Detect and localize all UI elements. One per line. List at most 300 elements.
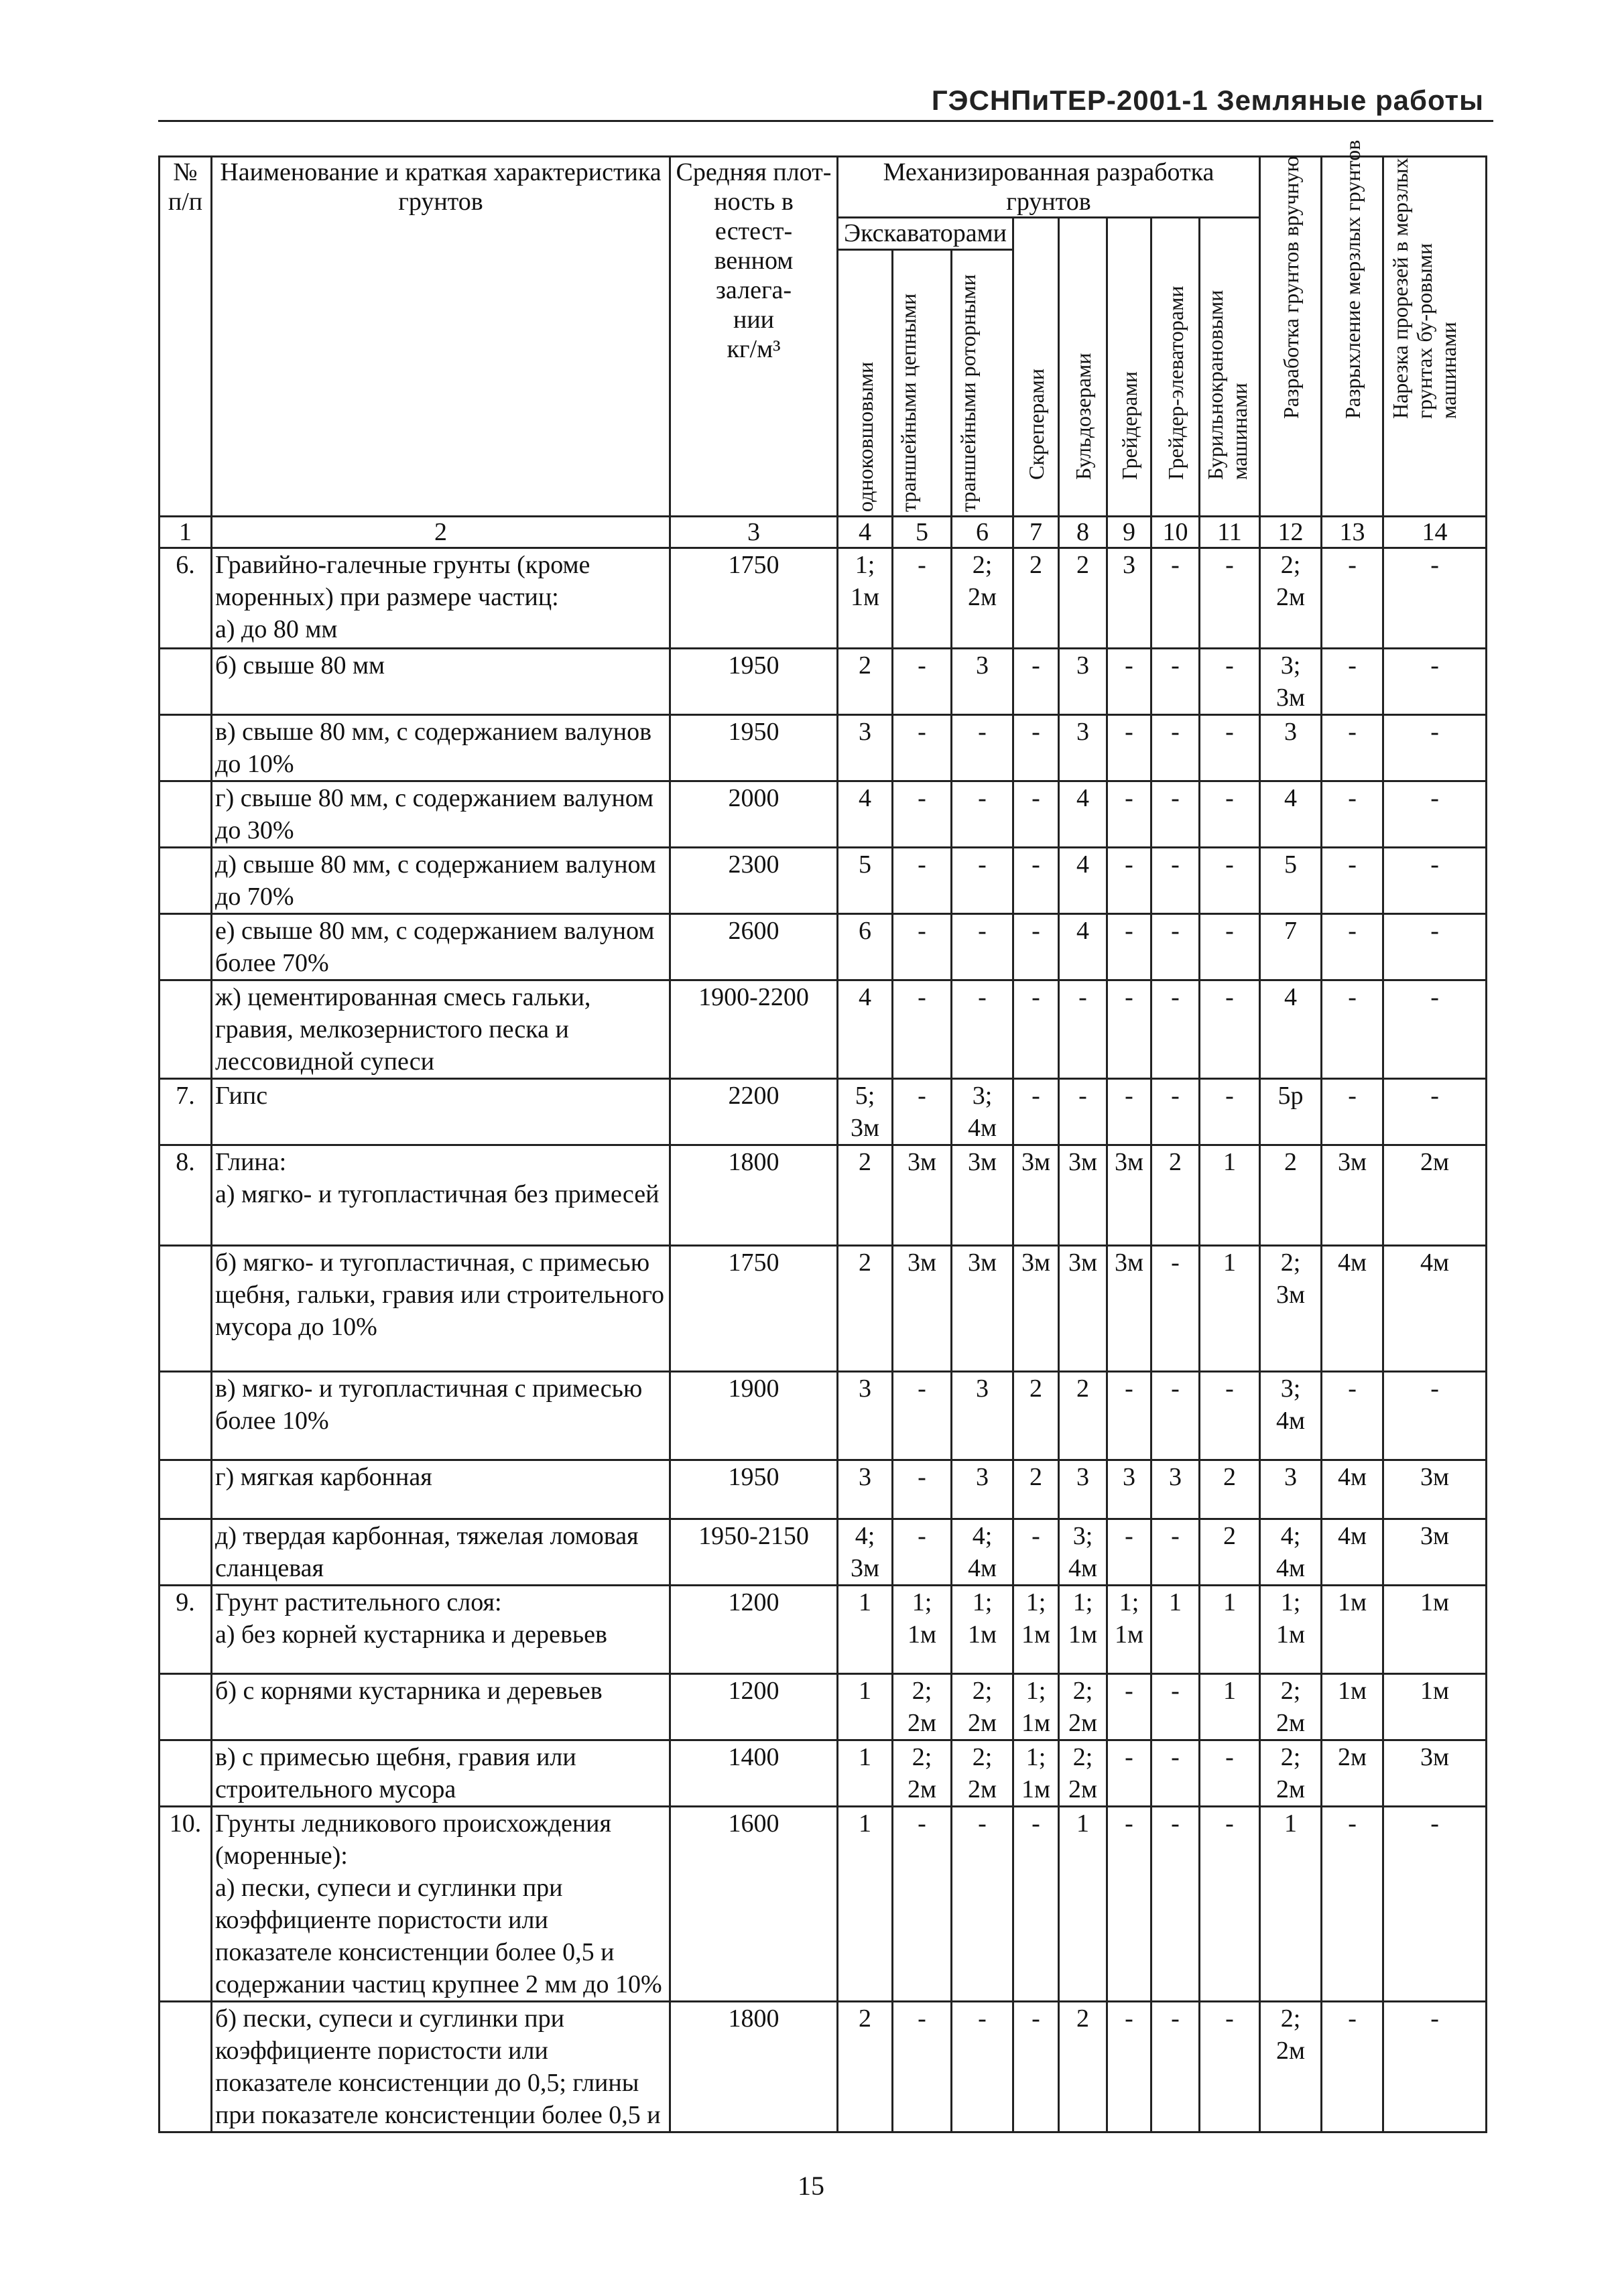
soil-group-cell: 1; 1м bbox=[1059, 1586, 1107, 1674]
soil-group-cell: 3 bbox=[1059, 1460, 1107, 1519]
table-row bbox=[160, 1372, 1487, 1460]
soil-density: 1200 bbox=[670, 1674, 838, 1740]
soil-group-cell: - bbox=[1151, 649, 1200, 715]
soil-group-cell: 3 bbox=[952, 649, 1013, 715]
soil-group-cell: - bbox=[952, 980, 1013, 1079]
soil-group-cell: - bbox=[1151, 980, 1200, 1079]
soil-group-cell: - bbox=[1322, 715, 1383, 781]
soil-group-cell: 2м bbox=[1322, 1740, 1383, 1807]
soil-group-cell: - bbox=[1322, 980, 1383, 1079]
soil-density: 1600 bbox=[670, 1807, 838, 2002]
soil-density: 1800 bbox=[670, 1145, 838, 1246]
soil-group-cell: - bbox=[893, 914, 952, 980]
col-header-drilling-cranes: Бурильнокрановыми машинами bbox=[1200, 218, 1260, 517]
column-number: 6 bbox=[952, 517, 1013, 548]
soil-group-cell: 4 bbox=[1059, 781, 1107, 848]
soil-group-cell: - bbox=[1200, 1740, 1260, 1807]
soil-group-cell: - bbox=[952, 715, 1013, 781]
soil-group-cell: - bbox=[1200, 848, 1260, 914]
soil-group-cell: 3 bbox=[1260, 1460, 1322, 1519]
soil-group-cell: 3м bbox=[1383, 1460, 1487, 1519]
soil-group-cell: - bbox=[1107, 1740, 1151, 1807]
soil-group-cell: - bbox=[1322, 1079, 1383, 1145]
soil-group-cell: - bbox=[1383, 1372, 1487, 1460]
soil-group-cell: - bbox=[1013, 848, 1059, 914]
col-header-bulldozers: Бульдозерами bbox=[1059, 218, 1107, 517]
soil-group-cell: - bbox=[1322, 2002, 1383, 2132]
soil-name: г) мягкая карбонная bbox=[212, 1460, 670, 1519]
col-header-frozen-loosening: Разрыхление мерзлых грунтов bbox=[1322, 157, 1383, 517]
soil-group-cell: - bbox=[1013, 781, 1059, 848]
soil-group-cell: 2 bbox=[1151, 1145, 1200, 1246]
soil-density: 2600 bbox=[670, 914, 838, 980]
soil-group-cell: - bbox=[952, 914, 1013, 980]
soil-group-cell: - bbox=[893, 1460, 952, 1519]
soil-density: 1950-2150 bbox=[670, 1519, 838, 1586]
soil-group-cell: - bbox=[952, 1807, 1013, 2002]
soil-group-cell: 1м bbox=[1322, 1586, 1383, 1674]
soil-group-cell: - bbox=[1107, 2002, 1151, 2132]
col-header-manual: Разработка грунтов вручную bbox=[1260, 157, 1322, 517]
soil-group-cell: 3м bbox=[893, 1246, 952, 1372]
soil-name: в) мягко- и тугопластичная с примесью более 10% bbox=[212, 1372, 670, 1460]
column-number: 4 bbox=[838, 517, 893, 548]
soil-density: 1950 bbox=[670, 1460, 838, 1519]
soil-group-cell: 2; 2м bbox=[1059, 1740, 1107, 1807]
column-number: 14 bbox=[1383, 517, 1487, 548]
soil-group-cell: - bbox=[1107, 1519, 1151, 1586]
soil-group-cell: - bbox=[1383, 649, 1487, 715]
soil-group-cell: 3 bbox=[1107, 548, 1151, 649]
soil-group-cell: 1м bbox=[1383, 1674, 1487, 1740]
soil-group-cell: 1; 1м bbox=[1013, 1586, 1059, 1674]
soil-density: 1900 bbox=[670, 1372, 838, 1460]
soil-group-cell: - bbox=[1013, 980, 1059, 1079]
row-number: 7. bbox=[160, 1079, 212, 1145]
soil-group-cell: - bbox=[1383, 781, 1487, 848]
soil-group-cell: 1 bbox=[838, 1586, 893, 1674]
column-number: 2 bbox=[212, 517, 670, 548]
soil-group-cell: - bbox=[1013, 715, 1059, 781]
soil-group-cell: 1 bbox=[838, 1807, 893, 2002]
soil-group-cell: 2 bbox=[1260, 1145, 1322, 1246]
row-number: 10. bbox=[160, 1807, 212, 2002]
soil-group-cell: - bbox=[1322, 1807, 1383, 2002]
soil-group-cell: - bbox=[1322, 649, 1383, 715]
soil-name: д) свыше 80 мм, с содержанием валуном до 70% bbox=[212, 848, 670, 914]
soil-group-cell: 3 bbox=[1059, 649, 1107, 715]
soil-group-cell: 2; 2м bbox=[952, 1674, 1013, 1740]
row-number bbox=[160, 914, 212, 980]
table-row bbox=[160, 1674, 1487, 1740]
soil-group-cell: - bbox=[1107, 649, 1151, 715]
table-row bbox=[160, 2002, 1487, 2132]
soil-name: Глина: а) мягко- и тугопластичная без примесей bbox=[212, 1145, 670, 1246]
soil-group-cell: - bbox=[893, 1807, 952, 2002]
soil-group-cell: 1 bbox=[1151, 1586, 1200, 1674]
soil-group-cell: - bbox=[1200, 548, 1260, 649]
soil-group-cell: 3; 3м bbox=[1260, 649, 1322, 715]
soil-group-cell: - bbox=[1383, 2002, 1487, 2132]
soil-group-cell: - bbox=[1151, 1740, 1200, 1807]
soil-group-cell: 4 bbox=[838, 781, 893, 848]
soil-group-cell: - bbox=[1200, 1807, 1260, 2002]
soil-group-cell: 1; 1м bbox=[1107, 1586, 1151, 1674]
soil-group-cell: 1; 1м bbox=[893, 1586, 952, 1674]
soil-group-cell: 2; 2м bbox=[952, 1740, 1013, 1807]
soil-group-cell: - bbox=[893, 715, 952, 781]
soil-group-cell: - bbox=[1151, 715, 1200, 781]
soil-group-cell: 2 bbox=[1013, 548, 1059, 649]
soil-group-cell: - bbox=[1107, 980, 1151, 1079]
soil-group-cell: 3 bbox=[952, 1460, 1013, 1519]
row-number bbox=[160, 980, 212, 1079]
row-number bbox=[160, 2002, 212, 2132]
soil-group-cell: 3м bbox=[1383, 1519, 1487, 1586]
soil-name: Грунт растительного слоя: а) без корней кустарника и деревьев bbox=[212, 1586, 670, 1674]
soil-group-cell: 2; 2м bbox=[1059, 1674, 1107, 1740]
column-number: 3 bbox=[670, 517, 838, 548]
soil-group-cell: 2; 2м bbox=[893, 1674, 952, 1740]
soil-group-cell: - bbox=[893, 1079, 952, 1145]
soil-group-cell: 3м bbox=[1322, 1145, 1383, 1246]
soil-group-cell: 3м bbox=[893, 1145, 952, 1246]
soil-group-cell: 3м bbox=[1107, 1145, 1151, 1246]
row-number: 8. bbox=[160, 1145, 212, 1246]
soil-group-cell: 2 bbox=[1059, 2002, 1107, 2132]
soil-group-cell: 3м bbox=[1013, 1145, 1059, 1246]
soil-density: 1750 bbox=[670, 1246, 838, 1372]
soil-group-cell: 4 bbox=[838, 980, 893, 1079]
soil-group-cell: - bbox=[1383, 980, 1487, 1079]
table-row bbox=[160, 715, 1487, 781]
soil-name: в) с примесью щебня, гравия или строительного мусора bbox=[212, 1740, 670, 1807]
soil-group-cell: - bbox=[1200, 1079, 1260, 1145]
soil-group-cell: - bbox=[1383, 1807, 1487, 2002]
soil-group-cell: - bbox=[1383, 715, 1487, 781]
row-number bbox=[160, 1519, 212, 1586]
soil-density: 1200 bbox=[670, 1586, 838, 1674]
soil-group-cell: 3; 4м bbox=[1260, 1372, 1322, 1460]
soil-density: 1400 bbox=[670, 1740, 838, 1807]
soil-group-cell: 5р bbox=[1260, 1079, 1322, 1145]
soil-name: Грунты ледникового происхождения (моренные): а) пески, супеси и суглинки при коэффициенте пористости или показателе консистенции более 0,5 и содержании частиц крупнее 2 мм до 10% bbox=[212, 1807, 670, 2002]
soil-group-cell: 5 bbox=[838, 848, 893, 914]
column-number: 13 bbox=[1322, 517, 1383, 548]
soil-group-cell: 3м bbox=[952, 1246, 1013, 1372]
soil-group-cell: 3м bbox=[952, 1145, 1013, 1246]
soil-group-cell: 2м bbox=[1383, 1145, 1487, 1246]
table-row bbox=[160, 1586, 1487, 1674]
soil-group-cell: 2 bbox=[838, 649, 893, 715]
table-row bbox=[160, 548, 1487, 649]
soil-group-cell: 1 bbox=[1059, 1807, 1107, 2002]
soil-group-cell: - bbox=[1151, 1807, 1200, 2002]
soil-group-cell: - bbox=[1322, 548, 1383, 649]
soil-group-cell: 1; 1м bbox=[1260, 1586, 1322, 1674]
soil-group-cell: 2; 2м bbox=[1260, 548, 1322, 649]
soil-group-cell: 4м bbox=[1322, 1519, 1383, 1586]
soil-group-cell: - bbox=[1107, 914, 1151, 980]
table-row bbox=[160, 649, 1487, 715]
soil-classification-table bbox=[158, 139, 1487, 2133]
soil-group-cell: 3 bbox=[838, 1372, 893, 1460]
column-number: 10 bbox=[1151, 517, 1200, 548]
soil-group-cell: 3м bbox=[1383, 1740, 1487, 1807]
soil-group-cell: - bbox=[1151, 1079, 1200, 1145]
col-header-name: Наименование и краткая характеристика грунтов bbox=[212, 157, 670, 517]
row-number bbox=[160, 848, 212, 914]
column-number: 8 bbox=[1059, 517, 1107, 548]
soil-group-cell: 3 bbox=[1107, 1460, 1151, 1519]
soil-group-cell: 7 bbox=[1260, 914, 1322, 980]
col-header-single-bucket: одноковшовыми bbox=[838, 250, 893, 517]
soil-name: б) мягко- и тугопластичная, с примесью щебня, гальки, гравия или строительного мусора до 10% bbox=[212, 1246, 670, 1372]
soil-group-cell: 1м bbox=[1383, 1586, 1487, 1674]
soil-group-cell: 6 bbox=[838, 914, 893, 980]
soil-group-cell: 3м bbox=[1013, 1246, 1059, 1372]
table-row bbox=[160, 1079, 1487, 1145]
soil-group-cell: 2; 3м bbox=[1260, 1246, 1322, 1372]
soil-group-cell: - bbox=[1151, 1674, 1200, 1740]
running-header bbox=[158, 82, 1493, 122]
soil-group-cell: 4м bbox=[1322, 1246, 1383, 1372]
soil-group-cell: - bbox=[1107, 848, 1151, 914]
col-header-num: № п/п bbox=[160, 157, 212, 517]
soil-group-cell: - bbox=[1151, 1519, 1200, 1586]
soil-group-cell: 3м bbox=[1059, 1246, 1107, 1372]
soil-group-cell: - bbox=[1200, 649, 1260, 715]
soil-group-cell: - bbox=[893, 1519, 952, 1586]
col-header-scrapers: Скреперами bbox=[1013, 218, 1059, 517]
soil-group-cell: - bbox=[1107, 1372, 1151, 1460]
table-row bbox=[160, 781, 1487, 848]
soil-group-cell: 5; 3м bbox=[838, 1079, 893, 1145]
soil-group-cell: 2 bbox=[1200, 1519, 1260, 1586]
soil-group-cell: 1 bbox=[1200, 1246, 1260, 1372]
col-header-density: Средняя плот- ность в естест- венном залега- нии кг/м³ bbox=[670, 157, 838, 517]
soil-group-cell: 3м bbox=[1059, 1145, 1107, 1246]
soil-group-cell: 3 bbox=[1260, 715, 1322, 781]
soil-group-cell: 1 bbox=[838, 1674, 893, 1740]
soil-name: в) свыше 80 мм, с содержанием валунов до 10% bbox=[212, 715, 670, 781]
row-number: 9. bbox=[160, 1586, 212, 1674]
column-number-row bbox=[160, 517, 1487, 548]
soil-group-cell: - bbox=[1013, 2002, 1059, 2132]
soil-name: б) с корнями кустарника и деревьев bbox=[212, 1674, 670, 1740]
row-number bbox=[160, 1740, 212, 1807]
soil-group-cell: - bbox=[1383, 914, 1487, 980]
soil-group-cell: 1; 1м bbox=[952, 1586, 1013, 1674]
soil-group-cell: 4м bbox=[1383, 1246, 1487, 1372]
soil-group-cell: 1 bbox=[838, 1740, 893, 1807]
soil-group-cell: 4; 4м bbox=[1260, 1519, 1322, 1586]
soil-density: 1900-2200 bbox=[670, 980, 838, 1079]
soil-group-cell: - bbox=[1383, 548, 1487, 649]
soil-group-cell: - bbox=[1200, 914, 1260, 980]
soil-group-cell: - bbox=[1322, 848, 1383, 914]
col-header-rotary-trencher: траншейными роторными bbox=[952, 250, 1013, 517]
row-number bbox=[160, 1372, 212, 1460]
soil-group-cell: 2 bbox=[1200, 1460, 1260, 1519]
soil-group-cell: 2 bbox=[1013, 1372, 1059, 1460]
soil-group-cell: 1 bbox=[1200, 1674, 1260, 1740]
running-header-title: ГЭСНПиТЕР-2001-1 Земляные работы bbox=[931, 84, 1484, 116]
soil-group-cell: 2; 2м bbox=[893, 1740, 952, 1807]
soil-group-cell: - bbox=[952, 848, 1013, 914]
soil-group-cell: - bbox=[952, 781, 1013, 848]
soil-group-cell: - bbox=[1200, 715, 1260, 781]
soil-group-cell: - bbox=[952, 2002, 1013, 2132]
soil-group-cell: 2; 2м bbox=[1260, 1740, 1322, 1807]
col-header-frozen-cutting: Нарезка прорезей в мерзлых грунтах бу-ровыми машинами bbox=[1383, 157, 1487, 517]
soil-group-cell: 1 bbox=[1200, 1586, 1260, 1674]
soil-group-cell: 3; 4м bbox=[1059, 1519, 1107, 1586]
soil-group-cell: 3 bbox=[1151, 1460, 1200, 1519]
soil-group-cell: 3 bbox=[952, 1372, 1013, 1460]
soil-group-cell: - bbox=[1107, 715, 1151, 781]
soil-group-cell: - bbox=[893, 548, 952, 649]
soil-group-cell: 5 bbox=[1260, 848, 1322, 914]
table-row bbox=[160, 980, 1487, 1079]
soil-group-cell: - bbox=[1151, 2002, 1200, 2132]
soil-group-cell: - bbox=[1013, 1079, 1059, 1145]
soil-group-cell: - bbox=[1107, 1674, 1151, 1740]
column-number: 12 bbox=[1260, 517, 1322, 548]
soil-group-cell: 2 bbox=[838, 1145, 893, 1246]
soil-name: г) свыше 80 мм, с содержанием валуном до 30% bbox=[212, 781, 670, 848]
soil-group-cell: 3; 4м bbox=[952, 1079, 1013, 1145]
row-number: 6. bbox=[160, 548, 212, 649]
soil-name: Гипс bbox=[212, 1079, 670, 1145]
soil-name: Гравийно-галечные грунты (кроме моренных) при размере частиц: а) до 80 мм bbox=[212, 548, 670, 649]
soil-group-cell: - bbox=[1151, 548, 1200, 649]
soil-density: 1950 bbox=[670, 649, 838, 715]
col-header-graders: Грейдерами bbox=[1107, 218, 1151, 517]
table-row bbox=[160, 1740, 1487, 1807]
row-number bbox=[160, 649, 212, 715]
soil-density: 1950 bbox=[670, 715, 838, 781]
soil-group-cell: 3 bbox=[1059, 715, 1107, 781]
soil-group-cell: 2 bbox=[838, 2002, 893, 2132]
soil-name: б) пески, супеси и суглинки при коэффициенте пористости или показателе консистенции до 0,5; глины при показателе консистенции более 0,5 и bbox=[212, 2002, 670, 2132]
soil-group-cell: 3 bbox=[838, 715, 893, 781]
soil-density: 1750 bbox=[670, 548, 838, 649]
soil-group-cell: 4; 3м bbox=[838, 1519, 893, 1586]
soil-group-cell: - bbox=[1322, 781, 1383, 848]
soil-group-cell: - bbox=[1151, 914, 1200, 980]
row-number bbox=[160, 1246, 212, 1372]
soil-group-cell: - bbox=[1200, 980, 1260, 1079]
soil-group-cell: 4 bbox=[1059, 914, 1107, 980]
soil-group-cell: - bbox=[893, 781, 952, 848]
soil-group-cell: 4 bbox=[1260, 980, 1322, 1079]
column-number: 7 bbox=[1013, 517, 1059, 548]
row-number bbox=[160, 715, 212, 781]
soil-group-cell: 4 bbox=[1059, 848, 1107, 914]
soil-group-cell: - bbox=[1151, 781, 1200, 848]
soil-group-cell: - bbox=[1151, 1372, 1200, 1460]
soil-group-cell: - bbox=[1059, 1079, 1107, 1145]
soil-group-cell: 2 bbox=[1013, 1460, 1059, 1519]
row-number bbox=[160, 781, 212, 848]
column-number: 9 bbox=[1107, 517, 1151, 548]
soil-group-cell: - bbox=[1013, 1519, 1059, 1586]
table-row bbox=[160, 1246, 1487, 1372]
soil-group-cell: - bbox=[893, 980, 952, 1079]
table-row bbox=[160, 848, 1487, 914]
soil-group-cell: - bbox=[1151, 1246, 1200, 1372]
soil-group-cell: 2 bbox=[838, 1246, 893, 1372]
soil-group-cell: - bbox=[1013, 1807, 1059, 2002]
column-number: 11 bbox=[1200, 517, 1260, 548]
soil-group-cell: 2; 2м bbox=[1260, 1674, 1322, 1740]
soil-group-cell: 2 bbox=[1059, 548, 1107, 649]
soil-group-cell: - bbox=[1107, 1079, 1151, 1145]
row-number bbox=[160, 1460, 212, 1519]
soil-group-cell: 4 bbox=[1260, 781, 1322, 848]
soil-group-cell: - bbox=[1200, 2002, 1260, 2132]
soil-group-cell: - bbox=[1383, 848, 1487, 914]
soil-group-cell: - bbox=[893, 848, 952, 914]
soil-name: ж) цементированная смесь гальки, гравия, мелкозернистого песка и лессовидной супеси bbox=[212, 980, 670, 1079]
soil-group-cell: - bbox=[1013, 649, 1059, 715]
table-row bbox=[160, 914, 1487, 980]
soil-group-cell: - bbox=[1107, 781, 1151, 848]
soil-group-cell: 2; 2м bbox=[952, 548, 1013, 649]
soil-group-cell: - bbox=[893, 649, 952, 715]
soil-density: 1800 bbox=[670, 2002, 838, 2132]
soil-group-cell: - bbox=[893, 2002, 952, 2132]
soil-group-cell: 1 bbox=[1200, 1145, 1260, 1246]
soil-group-cell: 1; 1м bbox=[1013, 1740, 1059, 1807]
col-header-grader-elevators: Грейдер-элеваторами bbox=[1151, 218, 1200, 517]
soil-group-cell: - bbox=[1013, 914, 1059, 980]
soil-group-cell: 3 bbox=[838, 1460, 893, 1519]
soil-group-cell: - bbox=[1200, 1372, 1260, 1460]
table-row bbox=[160, 1460, 1487, 1519]
col-header-excavators: Экскаваторами bbox=[838, 218, 1013, 250]
soil-group-cell: 4м bbox=[1322, 1460, 1383, 1519]
table-row bbox=[160, 1519, 1487, 1586]
soil-group-cell: - bbox=[1200, 781, 1260, 848]
column-number: 1 bbox=[160, 517, 212, 548]
soil-group-cell: 3м bbox=[1107, 1246, 1151, 1372]
soil-name: б) свыше 80 мм bbox=[212, 649, 670, 715]
soil-group-cell: - bbox=[1383, 1079, 1487, 1145]
soil-group-cell: - bbox=[1059, 980, 1107, 1079]
soil-group-cell: - bbox=[1151, 848, 1200, 914]
table-row bbox=[160, 1807, 1487, 2002]
soil-group-cell: - bbox=[1322, 1372, 1383, 1460]
soil-group-cell: - bbox=[1107, 1807, 1151, 2002]
soil-density: 2000 bbox=[670, 781, 838, 848]
soil-group-cell: 1 bbox=[1260, 1807, 1322, 2002]
soil-group-cell: - bbox=[893, 1372, 952, 1460]
page-number: 15 bbox=[798, 2171, 824, 2201]
soil-group-cell: 1; 1м bbox=[1013, 1674, 1059, 1740]
soil-density: 2300 bbox=[670, 848, 838, 914]
soil-name: е) свыше 80 мм, с содержанием валуном более 70% bbox=[212, 914, 670, 980]
row-number bbox=[160, 1674, 212, 1740]
col-header-chain-trencher: траншейными цепными bbox=[893, 250, 952, 517]
column-number: 5 bbox=[893, 517, 952, 548]
soil-group-cell: 1м bbox=[1322, 1674, 1383, 1740]
soil-density: 2200 bbox=[670, 1079, 838, 1145]
soil-group-cell: 1; 1м bbox=[838, 548, 893, 649]
soil-group-cell: 4; 4м bbox=[952, 1519, 1013, 1586]
col-header-mechanized: Механизированная разработка грунтов bbox=[838, 157, 1260, 218]
